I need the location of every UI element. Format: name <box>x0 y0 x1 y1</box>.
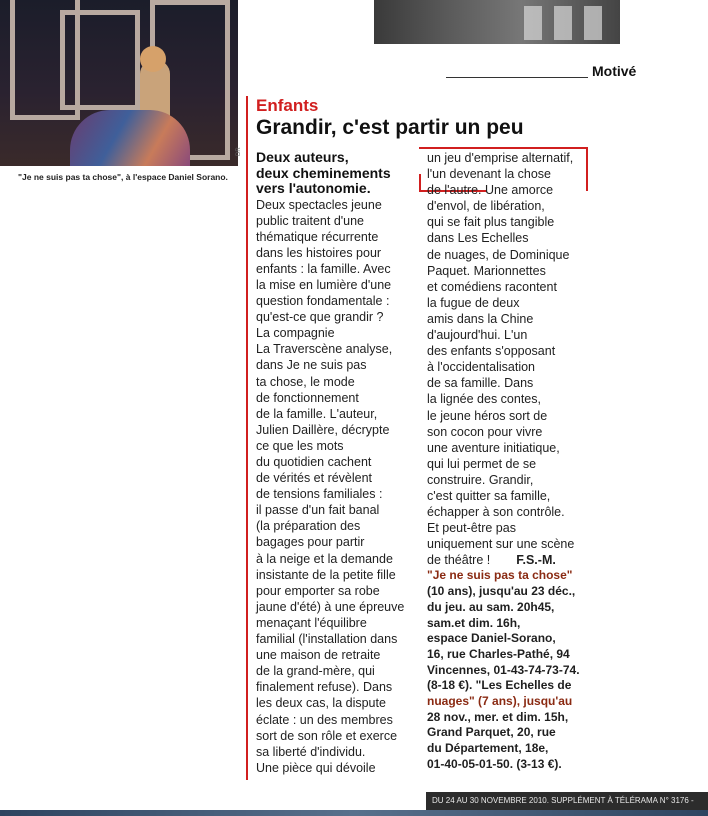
body-line: de nuages, de Dominique <box>427 247 570 262</box>
body-line: son cocon pour vivre <box>427 424 543 439</box>
body-line: dans Les Echelles <box>427 231 529 246</box>
body-line: l'un devenant la chose <box>427 167 552 182</box>
body-line: la mise en lumière d'une <box>256 277 392 292</box>
body-line: dans les histoires pour <box>256 245 382 260</box>
body-line: jaune d'été) à une épreuve <box>256 599 405 614</box>
body-line: les deux cas, la dispute <box>256 696 386 711</box>
body-line: d'aujourd'hui. L'un <box>427 328 528 343</box>
body-line: et comédiens racontent <box>427 279 557 294</box>
body-line: Une pièce qui dévoile <box>256 760 376 775</box>
body-line: de l'autre. Une amorce <box>427 183 554 198</box>
body-line: qui se fait plus tangible <box>427 215 555 230</box>
body-line: la fugue de deux <box>427 295 520 310</box>
photo-credit: DR <box>236 147 242 156</box>
body-line: qui lui permet de se <box>427 456 537 471</box>
body-line: un jeu d'emprise alternatif, <box>427 151 574 165</box>
body-line: de la famille. L'auteur, <box>256 406 378 421</box>
info-line: espace Daniel-Sorano, <box>427 631 556 646</box>
column-1 <box>256 150 416 776</box>
body-line: dans Je ne suis pas <box>256 358 367 373</box>
body-line: menaçant l'équilibre <box>256 615 367 630</box>
info-line: Vincennes, 01-43-74-73-74. <box>427 662 580 677</box>
photo-caption: "Je ne suis pas ta chose", à l'espace Daniel Sorano. <box>18 172 228 182</box>
body-line: public traitent d'une <box>256 213 365 228</box>
body-line: familial (l'installation dans <box>256 632 398 647</box>
body-line: Deux spectacles jeune <box>256 197 382 212</box>
bottom-bar <box>0 810 708 816</box>
info-line: Grand Parquet, 20, rue <box>427 725 556 740</box>
info-line: du Département, 18e, <box>427 741 549 756</box>
body-line: sa liberté d'individu. <box>256 744 366 759</box>
red-rule-top <box>419 147 588 149</box>
body-line: Et peut-être pas <box>427 521 516 536</box>
top-photo <box>374 0 620 44</box>
body-line: des enfants s'opposant <box>427 344 556 359</box>
body-line: la lignée des contes, <box>427 392 541 407</box>
body-line: pour emporter sa robe <box>256 583 380 598</box>
body-line: de tensions familiales : <box>256 487 383 502</box>
body-line: de la grand-mère, qui <box>256 664 375 679</box>
info-line: (8-18 €). "Les Echelles de <box>427 678 572 693</box>
info-line: (10 ans), jusqu'au 23 déc., <box>427 584 576 599</box>
red-vertical-rule <box>246 96 248 780</box>
lead-line: vers l'autonomie. <box>256 180 371 196</box>
article-headline: Grandir, c'est partir un peu <box>256 116 524 139</box>
body-line: le jeune héros sort de <box>427 408 548 423</box>
body-line: enfants : la famille. Avec <box>256 261 391 276</box>
section-label: Motivé <box>592 63 637 79</box>
body-line: échapper à son contrôle. <box>427 505 565 520</box>
info-line: sam.et dim. 16h, <box>427 615 521 630</box>
lead-line: Deux auteurs, <box>256 149 349 165</box>
body-line: une aventure initiatique, <box>427 440 560 455</box>
body-line: Paquet. Marionnettes <box>427 263 546 278</box>
section-rule <box>446 77 588 78</box>
body-line: uniquement sur une scène <box>427 537 575 552</box>
body-line: Julien Daillère, décrypte <box>256 422 390 437</box>
body-line: de fonctionnement <box>256 390 359 405</box>
body-line: de vérités et révèlent <box>256 471 373 486</box>
body-line: il passe d'un fait banal <box>256 503 380 518</box>
article-kicker: Enfants <box>256 96 319 115</box>
body-line: construire. Grandir, <box>427 472 534 487</box>
body-line: sort de son rôle et exerce <box>256 728 398 743</box>
body-line: à la neige et la demande <box>256 551 393 566</box>
body-line: ta chose, le mode <box>256 374 355 389</box>
lead-line: deux cheminements <box>256 164 391 181</box>
body-line: ce que les mots <box>256 438 344 453</box>
body-line: La Traverscène analyse, <box>256 342 393 357</box>
body-line: (la préparation des <box>256 519 361 534</box>
body-line: à l'occidentalisation <box>427 360 536 375</box>
info-line: du jeu. au sam. 20h45, <box>427 599 555 614</box>
body-line: qu'est-ce que grandir ? <box>256 310 384 325</box>
body-line: de théâtre ! F.S.-M. <box>427 553 556 568</box>
body-line: éclate : un des membres <box>256 712 393 727</box>
body-line: amis dans la Chine <box>427 311 534 326</box>
info-line: "Je ne suis pas ta chose" <box>427 568 573 583</box>
column-2 <box>427 150 597 773</box>
body-line: du quotidien cachent <box>256 455 372 469</box>
info-line: 01-40-05-01-50. (3-13 €). <box>427 756 562 771</box>
body-line: une maison de retraite <box>256 648 381 663</box>
body-line: c'est quitter sa famille, <box>427 488 551 503</box>
footer-banner: DU 24 AU 30 NOVEMBRE 2010. SUPPLÉMENT À TÉLÉRAMA N° 3176 - <box>426 792 708 810</box>
body-line: question fondamentale : <box>256 294 390 309</box>
body-line: insistante de la petite fille <box>256 567 396 582</box>
author-signature: F.S.-M. <box>516 553 556 568</box>
body-line: d'envol, de libération, <box>427 199 545 214</box>
body-line: La compagnie <box>256 326 335 341</box>
show-photo <box>0 0 238 166</box>
info-line: 28 nov., mer. et dim. 15h, <box>427 709 569 724</box>
body-line: de sa famille. Dans <box>427 376 534 391</box>
body-line: bagages pour partir <box>256 535 365 550</box>
info-line: 16, rue Charles-Pathé, 94 <box>427 646 570 661</box>
red-rule-left <box>419 174 421 192</box>
body-line: finalement refuse). Dans <box>256 680 393 695</box>
body-line: thématique récurrente <box>256 229 379 244</box>
info-line: nuages" (7 ans), jusqu'au <box>427 694 573 709</box>
